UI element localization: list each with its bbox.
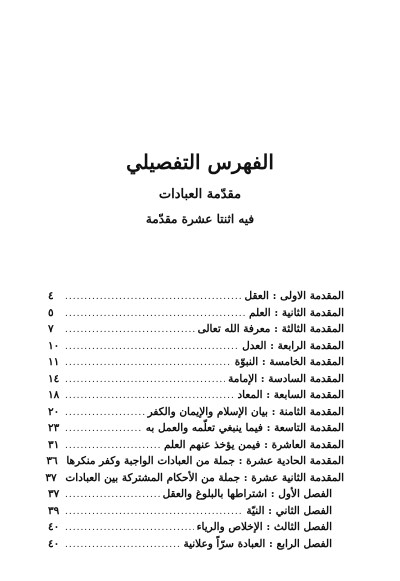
toc-entry-page: ٣٦ [46,455,58,467]
toc-leader-dots [65,289,242,306]
toc-entry [48,437,344,454]
toc-entry [48,404,344,421]
toc-entry-label: المقدمة السادسة : الإمامة [228,372,344,385]
toc-entry-label: الفصل الرابع : العبادة سرّاً وعلانية [183,537,332,550]
toc-entry-page: ٣٧ [48,488,60,500]
toc-subentry [48,503,344,520]
toc-leader-dots [65,388,234,405]
toc-entry-label: المقدمة التاسعة : فيما ينبغي تعلّمه والعمل به [145,422,344,434]
toc-entry [45,470,344,487]
table-of-contents [45,288,344,552]
toc-entry-page: ٤٠ [48,537,60,550]
toc-leader-dots [65,405,145,422]
toc-entry-label: المقدمة الثالثة : معرفة الله تعالى [197,323,344,335]
toc-entry-page: ١٤ [48,372,60,385]
toc-entry-page: ١٠ [48,339,60,352]
toc-entry [48,321,344,338]
toc-entry [48,338,344,355]
toc-leader-dots [65,339,239,356]
toc-entry-label: الفصل الأول : اشتراطها بالبلوغ والعقل [162,488,332,500]
toc-entry-label: المقدمة الثانية : العلم [249,306,344,319]
toc-entry-label: المقدمة الاولى : العقل [244,290,344,302]
toc-entry-label: الفصل الثالث : الإخلاص والرياء [196,521,332,533]
toc-entry-label: المقدمة العاشرة : فيمن يؤخذ عنهم العلم [163,438,344,451]
toc-leader-dots [65,306,246,323]
toc-subentry [48,486,344,503]
toc-entry-label: المقدمة الثامنة : بيان الإسلام والإيمان والكفر [147,405,344,418]
toc-entry-label: المقدمة الحادية عشرة : جملة من العبادات الواجبة وكفر منكرها [66,455,344,467]
toc-entry-label: المقدمة الخامسة : النبوّة [234,356,344,368]
toc-leader-dots [65,520,194,537]
toc-entry-page: ٤٠ [48,521,60,533]
page-subtitle: مقدّمة العبادات [158,187,242,202]
toc-entry-page: ٥ [48,306,54,319]
toc-entry-page: ٣٩ [48,504,60,517]
toc-entry-page: ٢٣ [48,422,60,434]
toc-entry-label: المقدمة الثانية عشرة : جملة من الأحكام المشتركة بين العبادات [65,471,344,484]
toc-entry-page: ٣٧ [45,471,57,484]
toc-leader-dots [65,421,143,438]
toc-leader-dots [65,355,232,372]
toc-entry-page: ١١ [48,356,60,368]
page-title: الفهرس التفصيلي [126,150,274,174]
toc-subentry [48,536,344,553]
toc-entry [48,288,344,305]
toc-entry [48,354,344,371]
toc-leader-dots [65,372,225,389]
toc-leader-dots [65,438,161,455]
toc-entry [48,305,344,322]
toc-entry-page: ١٨ [48,389,60,401]
toc-entry-label: المقدمة السابعة : المعاد [237,389,344,401]
toc-entry-page: ٤ [48,290,54,302]
toc-entry-label: الفصل الثاني : النيّة [246,504,332,517]
toc-leader-dots [65,322,195,339]
toc-entry [48,371,344,388]
toc-entry [48,453,344,470]
toc-entry-page: ٢٠ [48,405,60,418]
toc-leader-dots [65,537,180,554]
toc-entry-page: ٧ [48,323,54,335]
toc-entry-label: المقدمة الرابعة : العدل [242,339,344,352]
toc-leader-dots [65,504,243,521]
toc-leader-dots [65,487,160,504]
toc-entry [48,420,344,437]
page-subsubtitle: فيه اثنتا عشرة مقدّمة [145,212,255,226]
toc-entry [48,387,344,404]
toc-subentry [48,519,344,536]
toc-entry-page: ٣١ [48,438,60,451]
